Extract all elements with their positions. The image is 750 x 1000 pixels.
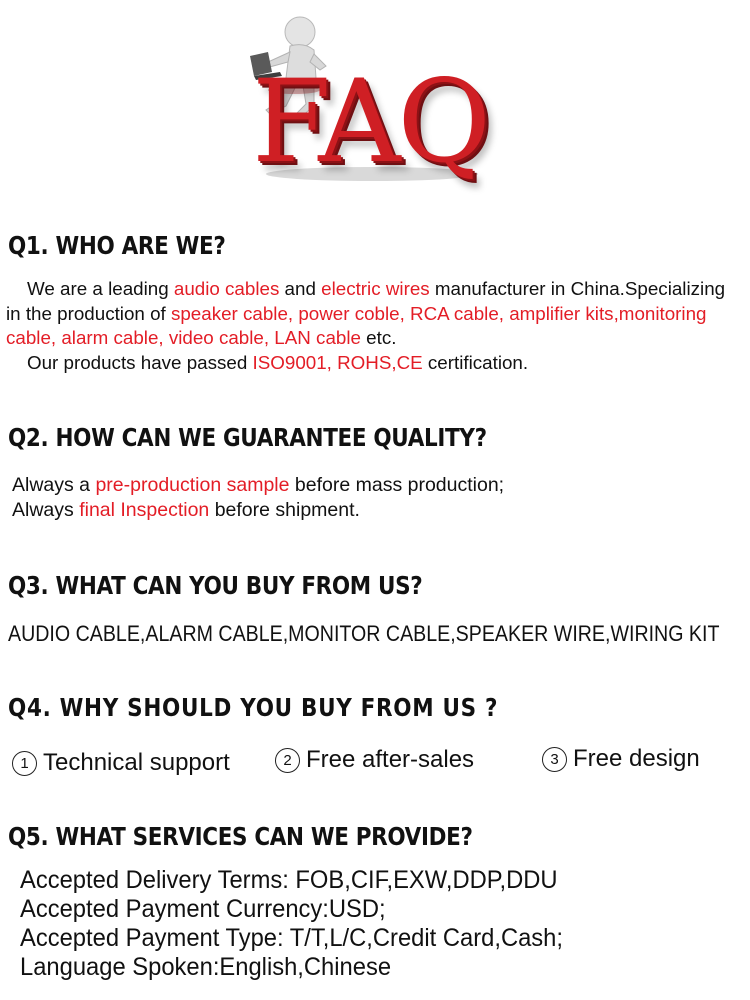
highlighted-text: ISO9001, ROHS,CE	[252, 351, 423, 373]
answer-text: Always	[12, 499, 80, 521]
highlighted-text: pre-production sample	[95, 474, 290, 496]
highlighted-text: final Inspection	[79, 499, 210, 521]
service-line-payment-currency: Accepted Payment Currency:USD;	[20, 895, 386, 923]
q5-services	[20, 866, 592, 982]
answer-text: and	[279, 278, 322, 299]
benefit-free-after-sales	[275, 745, 474, 775]
q1-heading: Q1. WHO ARE WE?	[8, 231, 226, 260]
q3-products: AUDIO CABLE,ALARM CABLE,MONITOR CABLE,SPEAKER WIRE,WIRING KIT	[8, 621, 720, 646]
answer-text: manufacturer in China.Specializing	[429, 278, 726, 299]
q4-heading: Q4. WHY SHOULD YOU BUY FROM US ?	[8, 693, 499, 722]
highlighted-text: electric wires	[321, 278, 430, 299]
circled-number-icon: 2	[275, 748, 300, 773]
q3-heading: Q3. WHAT CAN YOU BUY FROM US?	[8, 571, 423, 600]
highlighted-text: cable, alarm cable, video cable, LAN cable	[6, 327, 361, 348]
faq-title: FAQ	[252, 55, 488, 188]
answer-text: etc.	[360, 327, 397, 348]
highlighted-text: audio cables	[173, 278, 280, 299]
answer-text: before mass production;	[289, 474, 505, 496]
q1-line	[6, 277, 725, 302]
answer-text: We are a leading	[27, 278, 174, 299]
answer-text: Always a	[12, 474, 96, 496]
q1-answer	[6, 277, 725, 375]
q2-line	[12, 473, 504, 498]
highlighted-text: speaker cable, power coble, RCA cable, amplifier kits,monitoring	[170, 302, 707, 324]
answer-text: certification.	[422, 351, 529, 373]
benefit-label: Free after-sales	[306, 746, 475, 773]
service-line-delivery-terms: Accepted Delivery Terms: FOB,CIF,EXW,DDP,DDU	[20, 866, 558, 894]
benefit-free-design	[542, 744, 700, 774]
answer-text: Our products have passed	[27, 351, 253, 373]
q1-line	[6, 326, 725, 351]
service-line-payment-type: Accepted Payment Type: T/T,L/C,Credit Card,Cash;	[20, 924, 563, 952]
q2-answer	[12, 473, 504, 523]
q1-line	[6, 302, 725, 327]
q2-line	[12, 498, 504, 523]
benefit-label: Technical support	[43, 749, 230, 776]
benefit-technical-support	[12, 748, 230, 778]
answer-text: in the production of	[6, 302, 171, 324]
service-line-language: Language Spoken:English,Chinese	[20, 953, 392, 981]
answer-text: before shipment.	[209, 499, 360, 521]
q1-line	[6, 351, 725, 376]
q5-heading: Q5. WHAT SERVICES CAN WE PROVIDE?	[8, 822, 473, 851]
benefit-label: Free design	[573, 745, 700, 772]
q2-heading: Q2. HOW CAN WE GUARANTEE QUALITY?	[8, 423, 487, 452]
circled-number-icon: 1	[12, 751, 37, 776]
circled-number-icon: 3	[542, 747, 567, 772]
